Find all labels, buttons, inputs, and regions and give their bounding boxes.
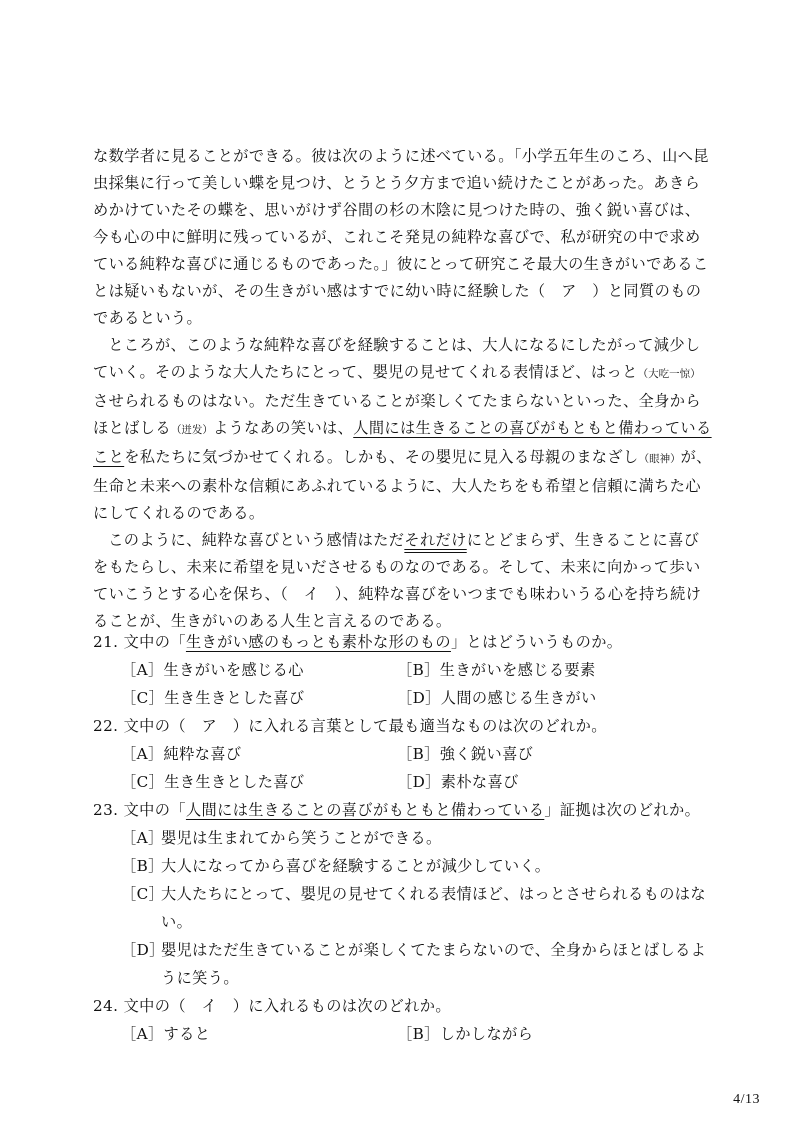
paragraph-3-text-c: にとどまらず、生きることに喜びをもたらし、未来に希望を見いださせるものなのである。そして、未来に向かって歩いていこうとする心を保ち、（ イ ）、純粋な喜びをいつまでも味わいうる心を持ち続けることが、生きがいのある人生と言えるのである。 (93, 531, 702, 630)
paragraph-2-text-c: させられるものはない。ただ生きていることが楽しくてたまらないといった、全身からほとばしる (93, 392, 701, 437)
question-23 (93, 796, 713, 992)
option-label: ［A］ (121, 829, 164, 847)
question-stem: 22. 文中の（ ア ）に入れる言葉として最も適当なものは次のどれか。 (93, 717, 607, 735)
question-21 (93, 628, 713, 712)
option-label: ［C］ (121, 885, 165, 903)
underlined-phrase: それだけ (404, 531, 467, 549)
option-c[interactable] (121, 880, 713, 936)
stem-prefix: 21. 文中の「 (93, 633, 186, 651)
gloss-note: （迸发） (170, 424, 213, 436)
option-d[interactable]: ［D］素朴な喜び (397, 773, 519, 791)
question-24 (93, 992, 713, 1048)
option-b[interactable]: ［B］しかしながら (397, 1025, 534, 1043)
stem-suffix: 」証拠は次のどれか。 (544, 801, 701, 819)
option-a[interactable]: ［A］生きがいを感じる心 (121, 661, 304, 679)
option-d[interactable] (121, 936, 713, 992)
gloss-note: （眼神） (638, 453, 681, 465)
gloss-note: （大吃一惊） (637, 368, 701, 380)
paragraph-2-text-e: ようなあの笑いは、 (212, 419, 354, 437)
option-a[interactable]: ［A］純粋な喜び (121, 745, 242, 763)
reading-passage (93, 143, 713, 635)
paragraph-3 (93, 527, 713, 635)
paragraph-2-text-g: を私たちに気づかせてくれる。しかも、その嬰児に見入る母親のまなざし (124, 448, 639, 466)
stem-prefix: 23. 文中の「 (93, 801, 186, 819)
page-number: 4/13 (733, 1092, 760, 1107)
option-text: 大人たちにとって、嬰児の見せてくれる表情ほど、はっとさせられるものはない。 (161, 885, 706, 931)
paragraph-2 (93, 332, 713, 527)
option-text: 嬰児は生まれてから笑うことができる。 (161, 829, 442, 847)
option-c[interactable]: ［C］生き生きとした喜び (121, 689, 305, 707)
question-stem (93, 628, 713, 656)
option-c[interactable]: ［C］生き生きとした喜び (121, 773, 305, 791)
quoted-phrase: 生きがい感のもっとも素朴な形のもの (185, 633, 451, 651)
option-b[interactable] (121, 852, 713, 880)
stem-suffix: 」とはどういうものか。 (450, 633, 623, 651)
question-stem: 24. 文中の（ イ ）に入れるものは次のどれか。 (93, 997, 451, 1015)
option-text: 大人になってから喜びを経験することが減少していく。 (161, 857, 551, 875)
option-b[interactable]: ［B］生きがいを感じる要素 (397, 661, 596, 679)
option-label: ［B］ (121, 857, 164, 875)
paragraph-1-text: な数学者に見ることができる。彼は次のように述べている。「小学五年生のころ、山へ昆虫採集に行って美しい蝶を見つけ、とうとう夕方まで追い続けたことがあった。あきらめかけていたその蝶を、思いがけず谷間の杉の木陰に見つけた時の、強く鋭い喜びは、今も心の中に鮮明に残っているが、これこそ発見の純粋な喜びで、私が研究の中で求めている純粋な喜びに通じるものであった。」彼にとって研究こそ最大の生きがいであることは疑いもないが、その生きがい感はすでに幼い時に経験した（ ア ）と同質のものであるという。 (93, 147, 709, 327)
question-list (93, 628, 713, 1048)
paragraph-1 (93, 143, 713, 332)
paragraph-2-text-i: が、生命と未来への素朴な信頼にあふれているように、大人たちをも希望と信頼に満ちた心にしてくれるのである。 (93, 448, 712, 522)
option-grid (121, 656, 713, 712)
underlined-phrase: 人間には生きることの喜びがもともと備わっていること (93, 419, 712, 466)
paragraph-2-text-a: ところが、このような純粋な喜びを経験することは、大人になるにしたがって減少していく。そのような大人たちにとって、嬰児の見せてくれる表情ほど、はっと (93, 336, 701, 381)
option-grid (121, 1020, 713, 1048)
option-b[interactable]: ［B］強く鋭い喜び (397, 745, 534, 763)
option-a[interactable]: ［A］すると (121, 1025, 211, 1043)
option-text: 嬰児はただ生きていることが楽しくてたまらないので、全身からほとばしるように笑う。 (161, 941, 707, 987)
option-d[interactable]: ［D］人間の感じる生きがい (397, 689, 597, 707)
question-stem (93, 796, 713, 824)
quoted-phrase: 人間には生きることの喜びがもともと備わっている (185, 801, 545, 819)
option-a[interactable] (121, 824, 713, 852)
option-grid (121, 740, 713, 796)
option-label: ［D］ (121, 941, 165, 959)
question-22 (93, 712, 713, 796)
paragraph-3-text-a: このように、純粋な喜びという感情はただ (108, 531, 405, 549)
